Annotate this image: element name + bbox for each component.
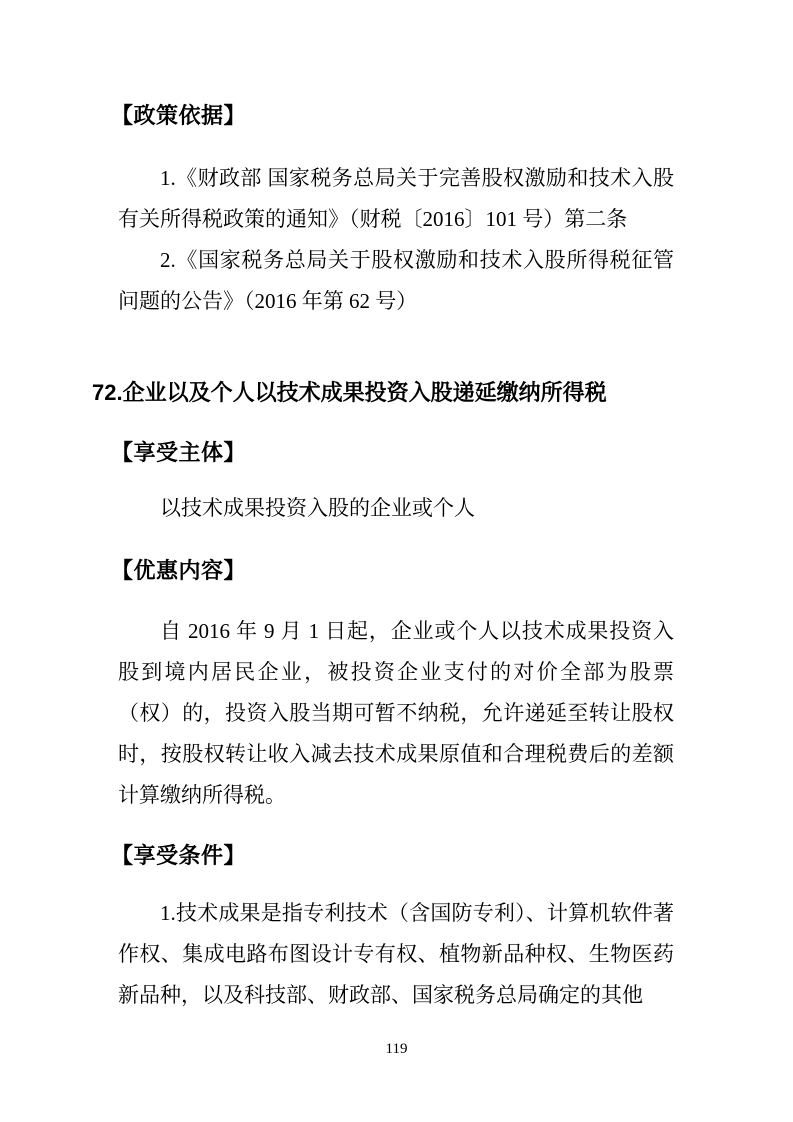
policy-basis-item-1: 1.《财政部 国家税务总局关于完善股权激励和技术入股有关所得税政策的通知》（财税〔2016〕101 号）第二条 <box>118 166 674 231</box>
benefit-heading: 【优惠内容】 <box>111 558 247 583</box>
policy-basis-list <box>118 158 674 322</box>
policy-basis-item-2: 2.《国家税务总局关于股权激励和技术入股所得税征管问题的公告》（2016 年第 62 号） <box>118 248 674 313</box>
conditions-body: 1.技术成果是指专利技术（含国防专利）、计算机软件著作权、集成电路布图设计专有权、植物新品种权、生物医药新品种，以及科技部、财政部、国家税务总局确定的其他 <box>118 901 674 1007</box>
policy-basis-heading: 【政策依据】 <box>111 103 247 128</box>
conditions-heading: 【享受条件】 <box>111 843 247 868</box>
benefit-body: 自 2016 年 9 月 1 日起，企业或个人以技术成果投资入股到境内居民企业，被投资企业支付的对价全部为股票（权）的，投资入股当期可暂不纳税，允许递延至转让股权时，按股权转让收入减去技术成果原值和合理税费后的差额计算缴纳所得税。 <box>118 619 674 807</box>
section-title: 72.企业以及个人以技术成果投资入股递延缴纳所得税 <box>92 380 607 405</box>
page-number: 119 <box>385 1041 408 1057</box>
beneficiary-heading: 【享受主体】 <box>111 440 247 465</box>
beneficiary-body: 以技术成果投资入股的企业或个人 <box>160 496 475 520</box>
